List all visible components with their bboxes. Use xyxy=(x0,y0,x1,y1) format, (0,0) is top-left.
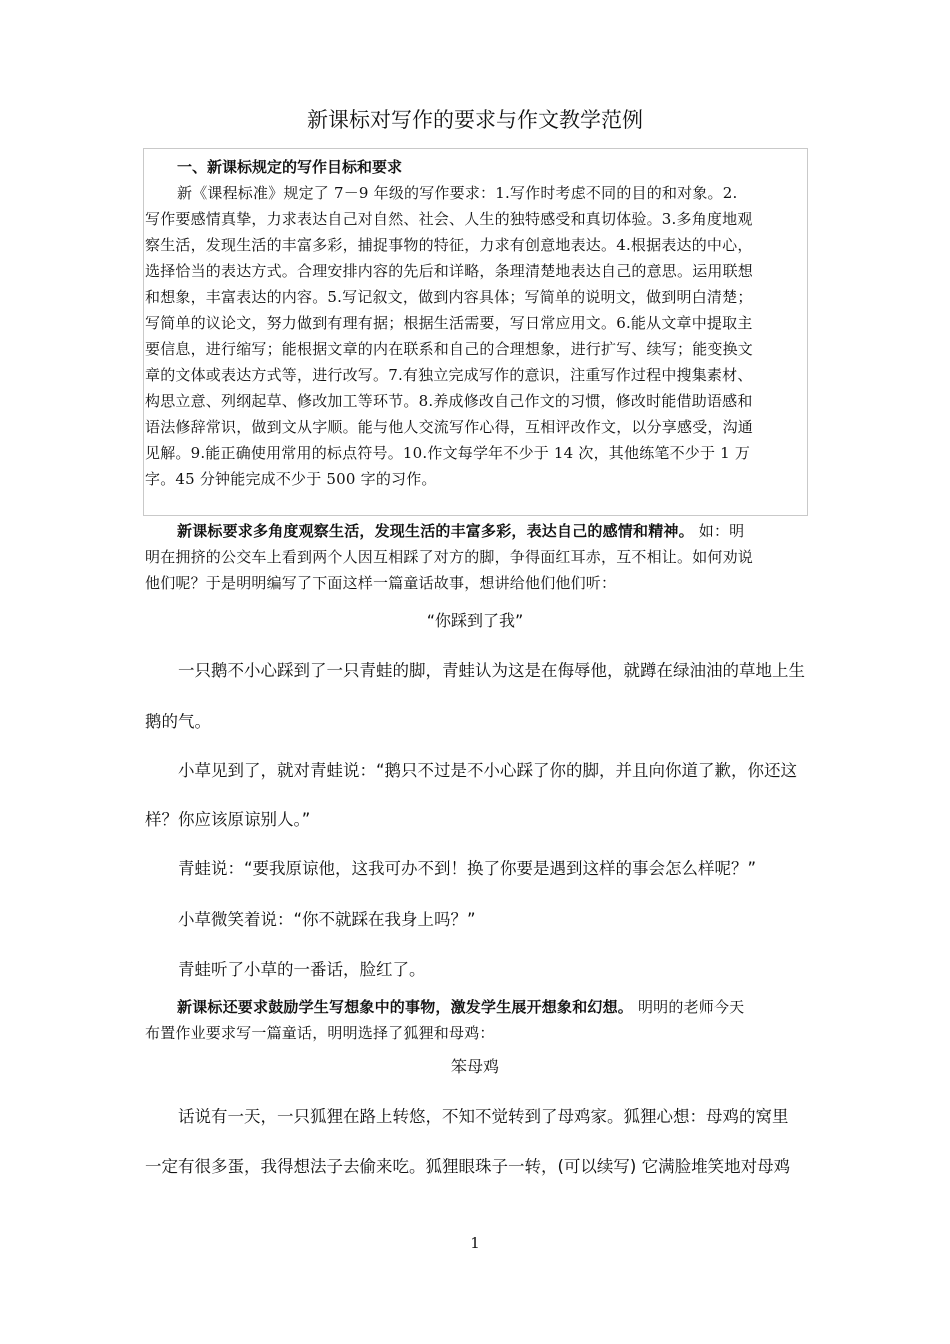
story-line: 青蛙说：“要我原谅他，这我可办不到！换了你要是遇到这样的事会怎么样呢？” xyxy=(178,859,757,878)
story-line: 小草微笑着说：“你不就踩在我身上吗？” xyxy=(178,910,476,929)
requirements-line: 字。45 分钟能完成不少于 500 字的习作。 xyxy=(145,470,437,488)
requirements-line: 构思立意、列纲起草、修改加工等环节。8.养成修改自己作文的习惯，修改时能借助语感和 xyxy=(145,392,753,410)
document-title: 新课标对写作的要求与作文教学范例 xyxy=(307,108,643,132)
requirements-line: 章的文体或表达方式等，进行改写。7.有独立完成写作的意识，注重写作过程中搜集素材、 xyxy=(145,366,753,384)
requirements-line: 察生活，发现生活的丰富多彩，捕捉事物的特征，力求有创意地表达。4.根据表达的中心， xyxy=(145,236,753,254)
story-line: 话说有一天，一只狐狸在路上转悠，不知不觉转到了母鸡家。狐狸心想：母鸡的窝里 xyxy=(178,1107,789,1126)
paragraph-line: 明在拥挤的公交车上看到两个人因互相踩了对方的脚，争得面红耳赤，互不相让。如何劝说 xyxy=(145,548,754,566)
section-heading: 一、新课标规定的写作目标和要求 xyxy=(177,158,403,176)
requirements-line: 写简单的议论文，努力做到有理有据；根据生活需要，写日常应用文。6.能从文章中提取主 xyxy=(145,314,753,332)
story-line: 鹅的气。 xyxy=(145,712,211,731)
requirements-line: 语法修辞常识，做到文从字顺。能与他人交流写作心得，互相评改作文，以分享感受，沟通 xyxy=(145,418,754,436)
requirements-line: 要信息，进行缩写；能根据文章的内在联系和自己的合理想象，进行扩写、续写；能变换文 xyxy=(145,340,754,358)
story-line: 样？你应该原谅别人。” xyxy=(145,810,311,829)
story-line: 青蛙听了小草的一番话，脸红了。 xyxy=(178,960,426,979)
paragraph-text: 明明的老师今天 xyxy=(633,998,745,1016)
paragraph-line xyxy=(145,994,810,1020)
story-line: 一定有很多蛋，我得想法子去偷来吃。狐狸眼珠子一转，(可以续写) 它满脸堆笑地对母鸡 xyxy=(145,1157,791,1176)
requirements-line: 见解。9.能正确使用常用的标点符号。10.作文每学年不少于 14 次，其他练笔不少于 1 万 xyxy=(145,444,751,462)
requirements-line: 写作要感情真挚，力求表达自己对自然、社会、人生的独特感受和真切体验。3.多角度地观 xyxy=(145,210,753,228)
emphasis-text: 新课标还要求鼓励学生写想象中的事物，激发学生展开想象和幻想。 xyxy=(177,998,634,1016)
requirements-line: 选择恰当的表达方式。合理安排内容的先后和详略，条理清楚地表达自己的意思。运用联想 xyxy=(145,262,754,280)
requirements-line: 和想象，丰富表达的内容。5.写记叙文，做到内容具体；写简单的说明文，做到明白清楚； xyxy=(145,288,753,306)
emphasis-text: 新课标要求多角度观察生活，发现生活的丰富多彩，表达自己的感情和精神。 xyxy=(177,522,694,540)
paragraph-line: 他们呢？于是明明编写了下面这样一篇童话故事，想讲给他们他们听： xyxy=(145,574,617,592)
paragraph-line: 布置作业要求写一篇童话，明明选择了狐狸和母鸡： xyxy=(145,1024,495,1042)
paragraph-line xyxy=(145,518,810,544)
story-line: 小草见到了，就对青蛙说：“鹅只不过是不小心踩了你的脚，并且向你道了歉，你还这 xyxy=(178,761,798,780)
page-number: 1 xyxy=(470,1234,480,1252)
story-line: 一只鹅不小心踩到了一只青蛙的脚，青蛙认为这是在侮辱他，就蹲在绿油油的草地上生 xyxy=(178,661,805,680)
story-title: 笨母鸡 xyxy=(450,1057,499,1076)
requirements-line: 新《课程标准》规定了 7－9 年级的写作要求：1.写作时考虑不同的目的和对象。2. xyxy=(177,184,738,202)
paragraph-text: 如：明 xyxy=(693,522,745,540)
story-title: “你踩到了我” xyxy=(426,611,524,630)
